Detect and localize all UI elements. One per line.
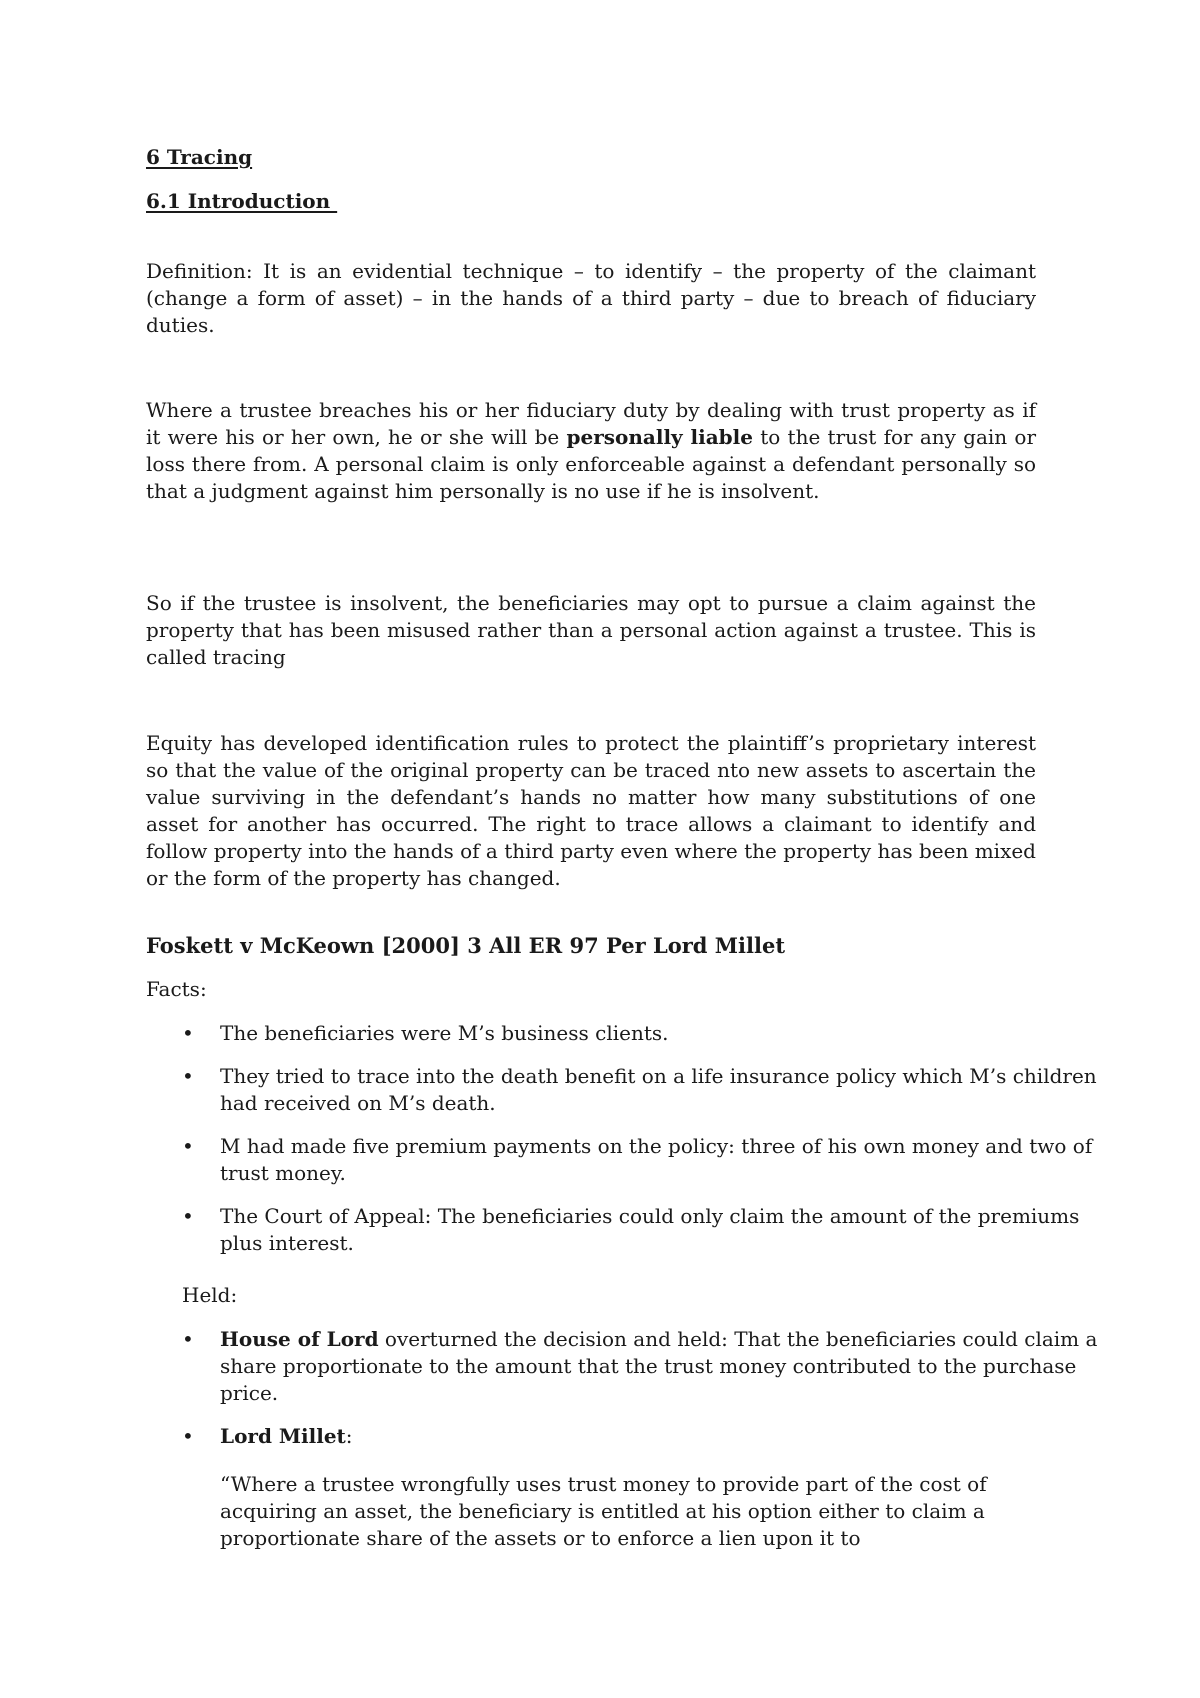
held-text: : [345, 1424, 353, 1448]
list-item: • The beneficiaries were M’s business clients. [182, 1020, 1100, 1047]
lord-millet-text: Lord Millet [220, 1424, 346, 1448]
personally-liable-text: personally liable [566, 425, 753, 449]
insolvent-paragraph: So if the trustee is insolvent, the beneficiaries may opt to pursue a claim against the property that has been misused rather than a personal action against a trustee. This is called tracing [146, 591, 1036, 669]
breach-text-end: to the trust for any gain or loss there from. A personal claim is only enforceable against a defendant personally so that a judgment against him personally is no use if he is insolvent. [146, 425, 1037, 503]
list-item: • They tried to trace into the death benefit on a life insurance policy which M’s children had received on M’s death. [182, 1063, 1100, 1117]
case-title: Foskett v McKeown [2000] 3 All ER 97 Per Lord Millet [146, 933, 786, 958]
breach-paragraph [146, 397, 1036, 505]
section-heading: 6.1 Introduction [146, 189, 338, 213]
held-text: overturned the decision and held: That the beneficiaries could claim a share proportionate to the amount that the trust money contributed to the purchase price. [220, 1327, 1098, 1405]
list-item: • The Court of Appeal: The beneficiaries could only claim the amount of the premiums plus interest. [182, 1203, 1100, 1257]
house-of-lord-text: House of Lord [220, 1327, 379, 1351]
list-item [182, 1326, 1100, 1407]
facts-label: Facts: [146, 977, 207, 1001]
list-item [182, 1423, 1100, 1450]
chapter-heading: 6 Tracing [146, 145, 253, 169]
held-list [182, 1326, 1100, 1450]
lord-millet-quote: “Where a trustee wrongfully uses trust money to provide part of the cost of acquiring an asset, the beneficiary is entitled at his option either to claim a proportionate share of the assets or to enforce a lien upon it to [220, 1472, 987, 1550]
held-label: Held: [182, 1283, 238, 1307]
equity-paragraph: Equity has developed identification rules to protect the plaintiff’s proprietary interest so that the value of the original property can be traced nto new assets to ascertain the value surviving in the defendant’s hands no matter how many substitutions of one asset for another has occurred. The right to trace allows a claimant to identify and follow property into the hands of a third party even where the property has been mixed or the form of the property has changed. [146, 731, 1036, 890]
definition-paragraph: Definition: It is an evidential technique – to identify – the property of the claimant (change a form of asset) – in the hands of a third party – due to breach of fiduciary duties. [146, 259, 1036, 337]
breach-text-start: Where a trustee breaches his or her fiduciary duty by dealing with trust property as if it were his or her own, he or she will be [146, 398, 1036, 449]
facts-list [182, 1020, 1100, 1257]
list-item: • M had made five premium payments on the policy: three of his own money and two of trust money. [182, 1133, 1100, 1187]
